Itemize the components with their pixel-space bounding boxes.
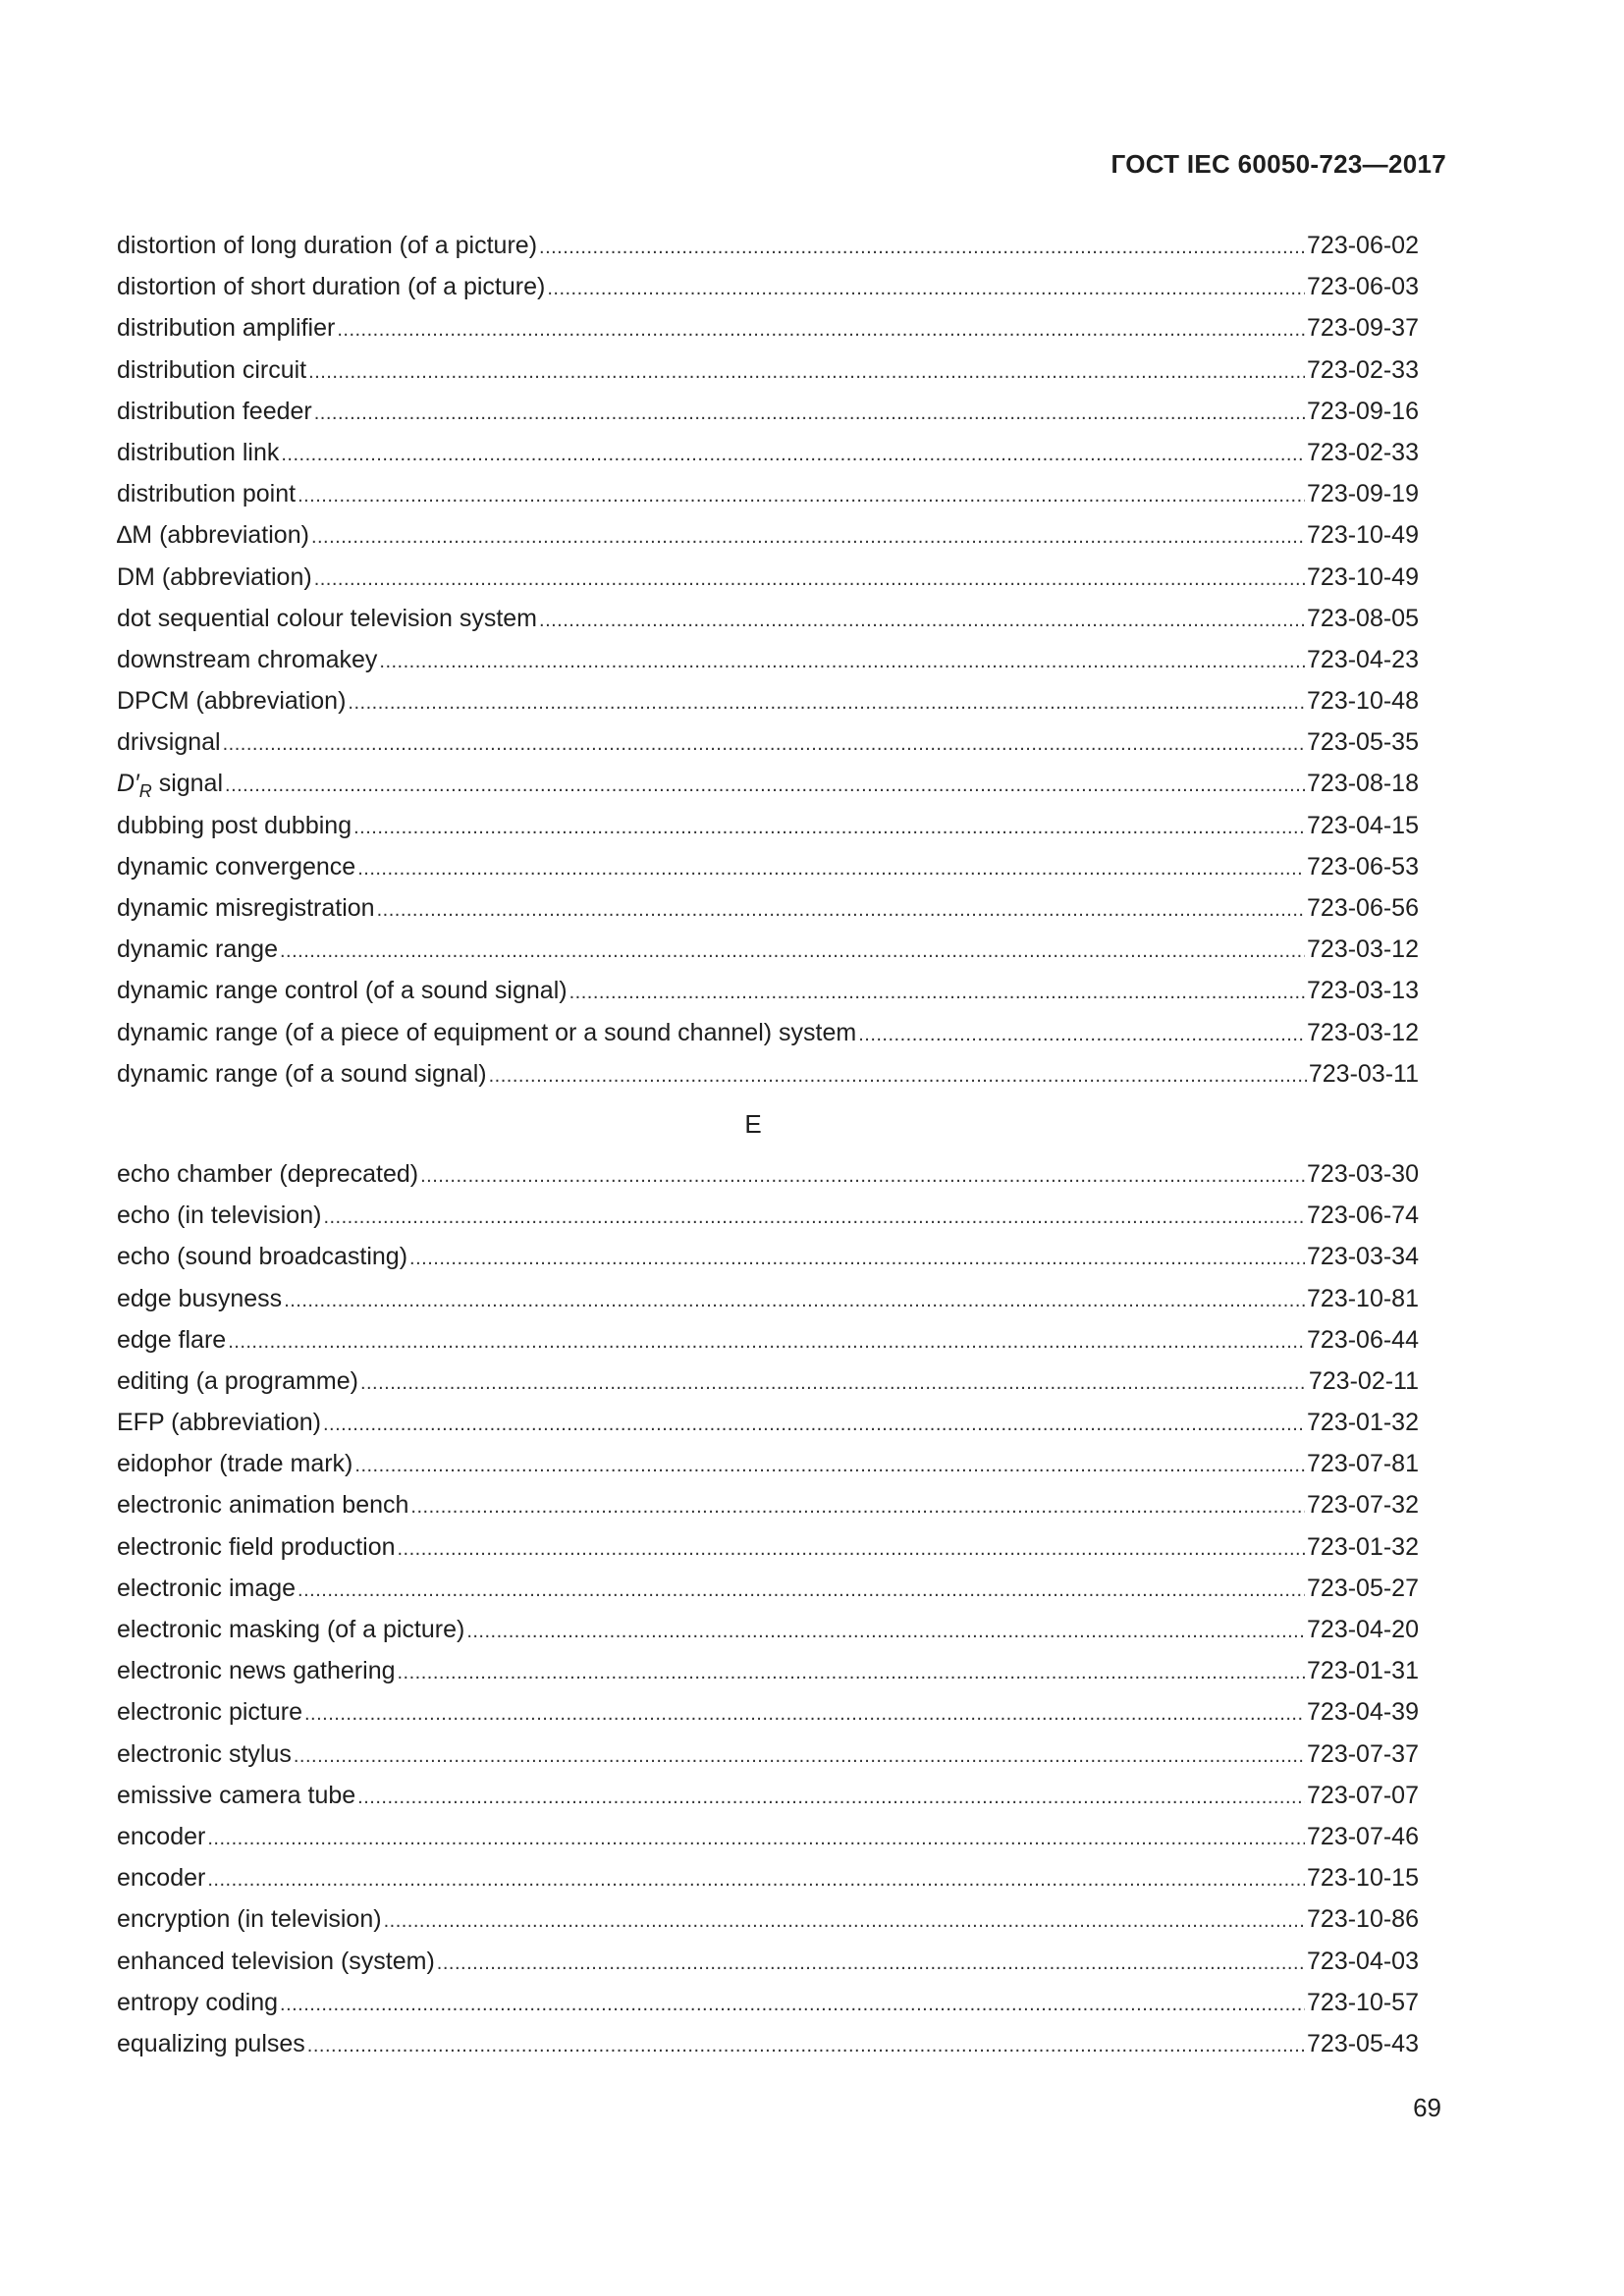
index-reference: 723-09-16: [1307, 397, 1419, 425]
index-entry: [117, 266, 1419, 307]
index-reference: 723-04-15: [1307, 811, 1419, 839]
index-reference: 723-04-23: [1307, 645, 1419, 673]
dot-leader: [314, 393, 1305, 434]
index-reference: 723-07-32: [1307, 1491, 1419, 1520]
dot-leader: [420, 1155, 1305, 1197]
index-entry: [117, 929, 1419, 970]
dot-leader: [547, 268, 1305, 309]
index-reference: 723-09-37: [1307, 314, 1419, 343]
index-term: EFP (abbreviation): [117, 1409, 321, 1437]
term-index: [117, 225, 1419, 2064]
index-entry: [117, 1195, 1419, 1236]
index-entry: [117, 1941, 1419, 1982]
dot-leader: [398, 1528, 1306, 1570]
index-term: electronic stylus: [117, 1739, 292, 1768]
index-reference: 723-10-49: [1307, 521, 1419, 550]
index-entry: [117, 1361, 1419, 1402]
index-term: electronic picture: [117, 1698, 302, 1727]
index-reference: 723-05-35: [1307, 728, 1419, 757]
index-reference: 723-07-37: [1307, 1739, 1419, 1768]
index-reference: 723-04-03: [1307, 1947, 1419, 1975]
index-reference: 723-03-12: [1307, 1018, 1419, 1046]
index-term: ∆M (abbreviation): [117, 521, 309, 550]
dot-leader: [398, 1652, 1306, 1693]
dot-leader: [207, 1859, 1305, 1900]
dot-leader: [314, 559, 1305, 600]
index-reference: 723-06-53: [1307, 852, 1419, 881]
index-term: editing (a programme): [117, 1366, 358, 1395]
index-reference: 723-02-33: [1307, 355, 1419, 384]
page-number: 69: [1413, 2093, 1441, 2122]
index-term: dot sequential colour television system: [117, 604, 538, 632]
dot-leader: [294, 1735, 1305, 1777]
index-reference: 723-10-15: [1307, 1864, 1419, 1893]
index-term: electronic animation bench: [117, 1491, 409, 1520]
index-entry: [117, 1053, 1419, 1095]
index-term: distribution point: [117, 480, 297, 508]
index-term: electronic image: [117, 1574, 297, 1602]
index-term: distribution amplifier: [117, 314, 336, 343]
dot-leader: [858, 1014, 1305, 1055]
dot-leader: [539, 600, 1305, 641]
dot-leader: [337, 309, 1305, 350]
dot-leader: [360, 1362, 1307, 1404]
dot-leader: [280, 1984, 1305, 2025]
index-reference: 723-03-34: [1307, 1243, 1419, 1271]
index-reference: 723-03-13: [1307, 977, 1419, 1005]
index-entry: [117, 598, 1419, 639]
dot-leader: [357, 848, 1305, 889]
index-reference: 723-01-32: [1307, 1409, 1419, 1437]
index-entry: [117, 1278, 1419, 1319]
index-term: echo (in television): [117, 1201, 322, 1230]
dot-leader: [354, 1445, 1305, 1486]
index-entry: [117, 887, 1419, 929]
index-entry: [117, 473, 1419, 514]
index-reference: 723-10-81: [1307, 1284, 1419, 1312]
dot-leader: [377, 889, 1305, 931]
dot-leader: [323, 1197, 1305, 1238]
index-entry: [117, 1153, 1419, 1195]
index-reference: 723-07-46: [1307, 1822, 1419, 1850]
index-reference: 723-04-39: [1307, 1698, 1419, 1727]
index-entry: [117, 1816, 1419, 1857]
dot-leader: [357, 1777, 1305, 1818]
index-reference: 723-10-57: [1307, 1988, 1419, 2016]
index-term: echo chamber (deprecated): [117, 1159, 419, 1188]
index-entry: [117, 1982, 1419, 2023]
index-reference: 723-10-86: [1307, 1905, 1419, 1934]
index-reference: 723-07-81: [1307, 1450, 1419, 1478]
index-entry: [117, 1775, 1419, 1816]
index-term: encoder: [117, 1864, 206, 1893]
index-term: distortion of long duration (of a picture): [117, 232, 538, 259]
index-entry: [117, 721, 1419, 763]
index-term: dynamic range control (of a sound signal): [117, 977, 568, 1005]
index-entry: [117, 1012, 1419, 1053]
index-reference: 723-10-49: [1307, 562, 1419, 591]
index-entry: [117, 2023, 1419, 2064]
dot-leader: [379, 641, 1305, 682]
index-entry: [117, 1691, 1419, 1733]
index-reference: 723-02-33: [1307, 438, 1419, 466]
index-reference: 723-09-19: [1307, 480, 1419, 508]
index-entry: [117, 225, 1419, 266]
index-term: downstream chromakey: [117, 645, 378, 673]
index-term: enhanced television (system): [117, 1947, 435, 1975]
index-entry: [117, 391, 1419, 432]
index-term: echo (sound broadcasting): [117, 1243, 408, 1271]
index-reference: 723-01-31: [1307, 1657, 1419, 1685]
dot-leader: [348, 682, 1305, 723]
index-term: dynamic misregistration: [117, 894, 375, 922]
index-term: DPCM (abbreviation): [117, 687, 347, 716]
index-reference: 723-06-03: [1307, 273, 1419, 301]
index-entry: [117, 1402, 1419, 1443]
index-entry: [117, 680, 1419, 721]
index-term: drivsignal: [117, 728, 221, 757]
index-term: entropy coding: [117, 1988, 279, 2016]
index-term: distribution feeder: [117, 397, 312, 425]
dot-leader: [489, 1055, 1307, 1096]
dot-leader: [308, 351, 1305, 393]
index-entry: [117, 805, 1419, 846]
index-entry: [117, 763, 1419, 804]
dot-leader: [353, 807, 1305, 848]
index-term: encoder: [117, 1822, 206, 1850]
index-term: electronic news gathering: [117, 1657, 396, 1685]
dot-leader: [409, 1238, 1305, 1279]
dot-leader: [384, 1900, 1305, 1942]
index-reference: 723-06-74: [1307, 1201, 1419, 1230]
dot-leader: [323, 1404, 1305, 1445]
index-entry: [117, 639, 1419, 680]
index-reference: 723-06-44: [1307, 1325, 1419, 1354]
index-term: DM (abbreviation): [117, 562, 312, 591]
index-term: distribution link: [117, 438, 280, 466]
index-term: distortion of short duration (of a picture): [117, 273, 546, 301]
index-term: encryption (in television): [117, 1905, 382, 1934]
index-reference: 723-04-20: [1307, 1616, 1419, 1643]
index-term: dynamic range: [117, 935, 278, 964]
index-entry: [117, 1609, 1419, 1650]
index-term: dubbing post dubbing: [117, 811, 352, 839]
index-term: dynamic range (of a piece of equipment or a sound channel) system: [117, 1018, 857, 1046]
dot-leader: [539, 227, 1305, 268]
dot-leader: [280, 931, 1305, 972]
index-term: $D'_R$ signal: [117, 770, 224, 802]
index-term: eidophor (trade mark): [117, 1450, 353, 1478]
index-term: dynamic range (of a sound signal): [117, 1059, 487, 1088]
index-entry: [117, 1568, 1419, 1609]
index-entry: [117, 1898, 1419, 1940]
index-reference: 723-03-12: [1307, 935, 1419, 964]
dot-leader: [466, 1611, 1305, 1652]
index-reference: 723-07-07: [1307, 1781, 1419, 1809]
section-letter: E: [744, 1108, 762, 1139]
dot-leader: [298, 1570, 1305, 1611]
index-entry: [117, 557, 1419, 598]
dot-leader: [281, 434, 1305, 475]
dot-leader: [298, 475, 1305, 516]
index-reference: 723-02-11: [1308, 1366, 1419, 1395]
index-entry: [117, 1734, 1419, 1775]
dot-leader: [284, 1280, 1305, 1321]
dot-leader: [223, 723, 1305, 765]
dot-leader: [410, 1486, 1305, 1527]
index-entry: [117, 432, 1419, 473]
index-term: edge flare: [117, 1325, 227, 1354]
index-reference: 723-03-11: [1308, 1059, 1419, 1088]
index-term: dynamic convergence: [117, 852, 356, 881]
dot-leader: [304, 1693, 1305, 1735]
index-term: equalizing pulses: [117, 2029, 305, 2057]
document-header: ГОСТ IEC 60050-723—2017: [1110, 149, 1446, 179]
index-reference: 723-06-56: [1307, 894, 1419, 922]
dot-leader: [437, 1943, 1305, 1984]
index-term: edge busyness: [117, 1284, 283, 1312]
index-entry: [117, 307, 1419, 348]
dot-leader: [311, 516, 1305, 558]
index-term: electronic masking (of a picture): [117, 1616, 465, 1643]
index-entry: [117, 1526, 1419, 1568]
index-entry: [117, 1484, 1419, 1525]
index-reference: 723-06-02: [1307, 232, 1419, 259]
index-reference: 723-10-48: [1307, 687, 1419, 716]
dot-leader: [569, 972, 1305, 1013]
index-reference: 723-08-05: [1307, 604, 1419, 632]
index-entry: [117, 1857, 1419, 1898]
index-reference: 723-05-43: [1307, 2029, 1419, 2057]
index-term: emissive camera tube: [117, 1781, 356, 1809]
index-reference: 723-05-27: [1307, 1574, 1419, 1602]
index-entry: [117, 970, 1419, 1011]
index-reference: 723-01-32: [1307, 1532, 1419, 1561]
dot-leader: [307, 2025, 1305, 2066]
index-reference: 723-03-30: [1307, 1159, 1419, 1188]
index-entry: [117, 1236, 1419, 1277]
index-term: electronic field production: [117, 1532, 396, 1561]
index-entry: [117, 349, 1419, 391]
index-entry: [117, 514, 1419, 556]
dot-leader: [228, 1321, 1305, 1362]
index-term: distribution circuit: [117, 355, 307, 384]
index-reference: 723-08-18: [1307, 770, 1419, 798]
index-entry: [117, 1650, 1419, 1691]
dot-leader: [225, 765, 1305, 806]
dot-leader: [207, 1818, 1305, 1859]
index-entry: [117, 1319, 1419, 1361]
index-entry: [117, 1443, 1419, 1484]
index-entry: [117, 846, 1419, 887]
